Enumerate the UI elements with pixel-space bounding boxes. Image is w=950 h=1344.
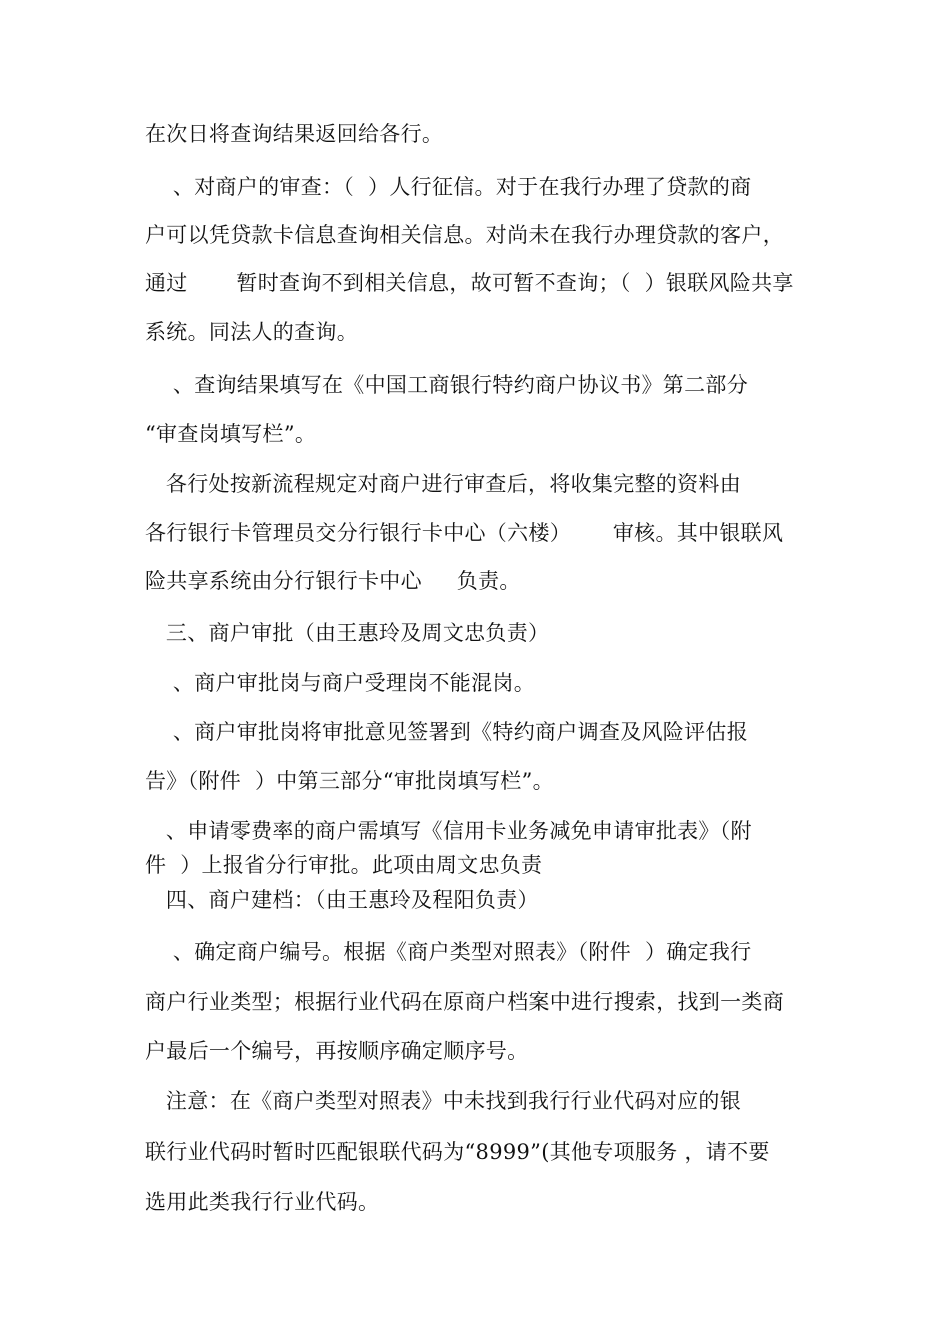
text-line: 在次日将查询结果返回给各行。 bbox=[145, 122, 444, 146]
text-line: 、查询结果填写在《中国工商银行特约商户协议书》第二部分 bbox=[145, 373, 748, 397]
text-line: 、申请零费率的商户需填写《信用卡业务减免申请审批表》（附 bbox=[145, 819, 752, 843]
text-line: 各行银行卡管理员交分行银行卡中心（六楼） 审核。其中银联风 bbox=[145, 521, 784, 545]
text-line: 联行业代码时暂时匹配银联代码为“8999”(其他专项服务 ，请不要 bbox=[145, 1140, 770, 1164]
text-line: 商户行业类型；根据行业代码在原商户档案中进行搜索，找到一类商 bbox=[145, 990, 784, 1014]
text-line: 告》（附件 ）中第三部分“审批岗填写栏”。 bbox=[145, 769, 554, 793]
text-line: 选用此类我行行业代码。 bbox=[145, 1190, 380, 1214]
text-line: 、商户审批岗将审批意见签署到《特约商户调查及风险评估报 bbox=[145, 720, 748, 744]
text-line: 、商户审批岗与商户受理岗不能混岗。 bbox=[145, 671, 535, 695]
section-heading: 三、商户审批（由王惠玲及周文忠负责） bbox=[145, 621, 550, 645]
text-line: 、确定商户编号。根据《商户类型对照表》（附件 ）确定我行 bbox=[145, 940, 752, 964]
text-line: 各行处按新流程规定对商户进行审查后，将收集完整的资料由 bbox=[145, 472, 742, 496]
text-line: “审查岗填写栏”。 bbox=[145, 422, 317, 446]
text-line: 户最后一个编号，再按顺序确定顺序号。 bbox=[145, 1039, 529, 1063]
text-line: 通过 暂时查询不到相关信息，故可暂不查询；（ ）银联风险共享 bbox=[145, 271, 794, 295]
text-line: 系统。同法人的查询。 bbox=[145, 320, 358, 344]
text-line: 、对商户的审查：（ ）人行征信。对于在我行办理了贷款的商 bbox=[145, 175, 752, 199]
text-line: 注意：在《商户类型对照表》中未找到我行行业代码对应的银 bbox=[145, 1089, 742, 1113]
text-line: 件 ）上报省分行审批。此项由周文忠负责 bbox=[145, 853, 543, 877]
text-line: 户可以凭贷款卡信息查询相关信息。对尚未在我行办理贷款的客户， bbox=[145, 223, 784, 247]
text-line: 险共享系统由分行银行卡中心 负责。 bbox=[145, 569, 521, 593]
section-heading: 四、商户建档：（由王惠玲及程阳负责） bbox=[145, 888, 539, 912]
